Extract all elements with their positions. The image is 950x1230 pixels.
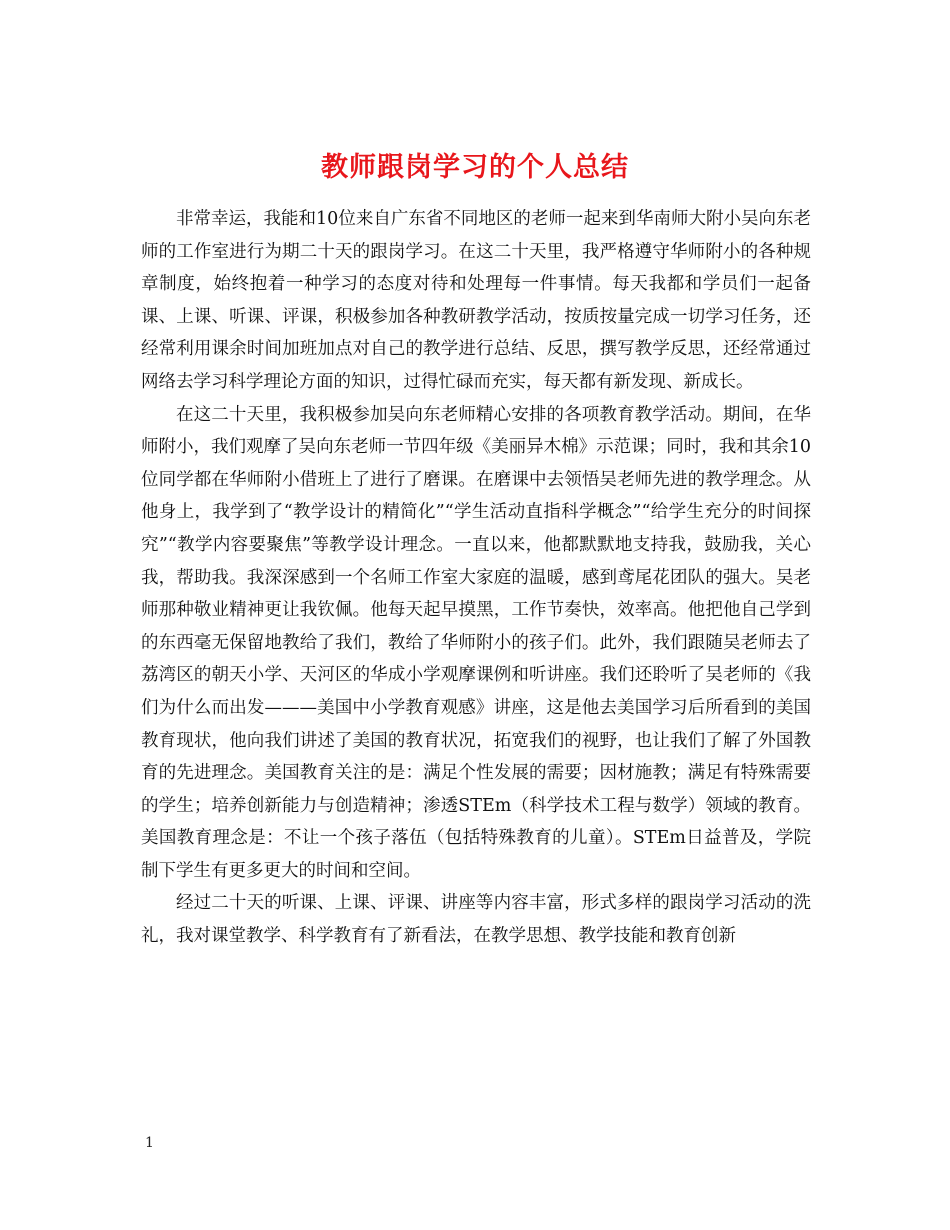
paragraph-3: 经过二十天的听课、上课、评课、讲座等内容丰富，形式多样的跟岗学习活动的洗礼，我对课堂教学、科学教育有了新看法，在教学思想、教学技能和教育创新 [141, 893, 811, 947]
document-title: 教师跟岗学习的个人总结 [321, 152, 629, 184]
document-body [141, 203, 811, 953]
page-number: 1 [145, 1135, 154, 1151]
paragraph-2: 在这二十天里，我积极参加吴向东老师精心安排的各项教育教学活动。期间，在华师附小，我们观摩了吴向东老师一节四年级《美丽异木棉》示范课；同时，我和其余10位同学都在华师附小借班上了进行了磨课。在磨课中去领悟吴老师先进的教学理念。从他身上，我学到了“教学设计的精简化”“学生活动直指科学概念”“给学生充分的时间探究”“教学内容要聚焦”等教学设计理念。一直以来，他都默默地支持我，鼓励我，关心我，帮助我。我深深感到一个名师工作室大家庭的温暖，感到鸢尾花团队的强大。吴老师那种敬业精神更让我钦佩。他每天起早摸黑，工作节奏快，效率高。他把他自己学到的东西毫无保留地教给了我们，教给了华师附小的孩子们。此外，我们跟随吴老师去了荔湾区的朝天小学、天河区的华成小学观摩课例和听讲座。我们还聆听了吴老师的《我们为什么而出发———美国中小学教育观感》讲座，这是他去美国学习后所看到的美国教育现状，他向我们讲述了美国的教育状况，拓宽我们的视野，也让我们了解了外国教育的先进理念。美国教育关注的是：满足个性发展的需要；因材施教；满足有特殊需要的学生；培养创新能力与创造精神；渗透STEm（科学技术工程与数学）领域的教育。美国教育理念是：不让一个孩子落伍（包括特殊教育的儿童）。STEm日益普及，学院制下学生有更多更大的时间和空间。 [141, 404, 811, 881]
paragraph-1: 非常幸运，我能和10位来自广东省不同地区的老师一起来到华南师大附小吴向东老师的工作室进行为期二十天的跟岗学习。在这二十天里，我严格遵守华师附小的各种规章制度，始终抱着一种学习的态度对待和处理每一件事情。每天我都和学员们一起备课、上课、听课、评课，积极参加各种教研教学活动，按质按量完成一切学习任务，还经常利用课余时间加班加点对自己的教学进行总结、反思，撰写教学反思，还经常通过网络去学习科学理论方面的知识，过得忙碌而充实，每天都有新发现、新成长。 [141, 209, 811, 392]
